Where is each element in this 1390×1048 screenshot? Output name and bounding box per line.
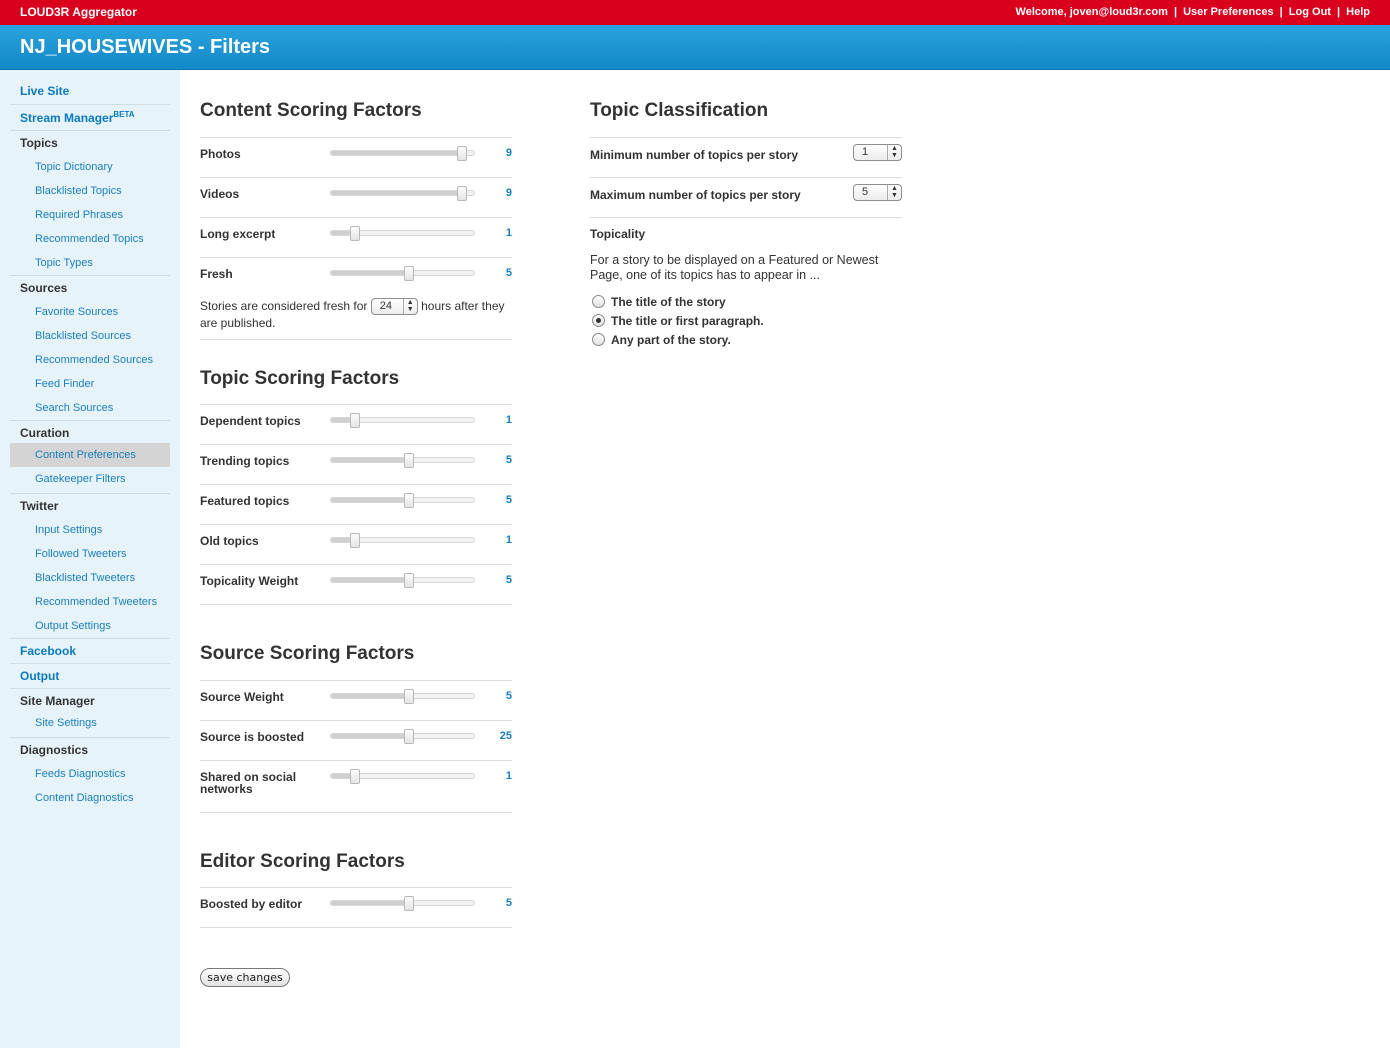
topicality-option-label: Any part of the story. [611,333,731,347]
slider-value: 5 [505,897,512,909]
nav-stream-manager[interactable] [10,110,135,125]
slider-track[interactable] [330,150,475,156]
nav-divider [10,638,170,639]
slider-value: 5 [505,267,512,279]
slider-handle[interactable] [404,493,414,508]
nav-group-sources [10,281,170,420]
nav-facebook[interactable]: Facebook [20,644,77,658]
slider-value: 5 [505,574,512,586]
fresh-hours-select[interactable] [371,298,418,315]
nav-divider [10,737,170,738]
source-scoring-title: Source Scoring Factors [200,643,415,664]
nav-followed-tweeters[interactable]: Followed Tweeters [35,548,127,560]
slider-label: Shared on social networks [200,770,297,796]
slider-handle[interactable] [457,186,467,201]
slider-value: 5 [505,690,512,702]
nav-heading-diagnostics: Diagnostics [20,743,89,757]
nav-topic-dictionary[interactable]: Topic Dictionary [35,161,113,173]
slider-track[interactable] [330,537,475,543]
min-topics-value: 1 [862,146,869,158]
beta-badge: BETA [113,110,135,119]
slider-value: 5 [505,454,512,466]
slider-fill [331,694,409,698]
slider-fill [331,271,409,275]
fresh-prefix: Stories are considered fresh for [200,299,368,313]
app-name: LOUD3R Aggregator [20,5,137,19]
sidebar [0,70,180,1048]
section-divider [200,339,512,340]
slider-fill [331,498,409,502]
slider-handle[interactable] [404,729,414,744]
radio-icon[interactable] [592,314,605,327]
slider-row [200,760,512,812]
content-scoring-title: Content Scoring Factors [200,100,422,121]
slider-fill [331,578,409,582]
separator: | [1279,6,1283,18]
slider-track[interactable] [330,900,475,906]
slider-row [200,217,512,257]
nav-input-settings[interactable]: Input Settings [35,524,103,536]
help-link[interactable]: Help [1346,6,1370,18]
title-bar [0,25,1390,70]
topicality-description: For a story to be displayed on a Featured or Newest Page, one of its topics has to appear in ... [590,253,879,282]
nav-output[interactable]: Output [20,669,60,683]
slider-handle[interactable] [404,266,414,281]
slider-row [200,680,512,720]
slider-label: Topicality Weight [200,574,299,588]
nav-group-site-manager [10,694,170,735]
nav-live-site[interactable]: Live Site [20,84,70,98]
slider-fill [331,191,462,195]
section-divider [590,217,902,218]
nav-blacklisted-sources[interactable]: Blacklisted Sources [35,330,131,342]
nav-favorite-sources[interactable]: Favorite Sources [35,306,119,318]
topic-classification-title: Topic Classification [590,100,769,121]
slider-track[interactable] [330,190,475,196]
slider-value: 9 [505,147,512,159]
nav-group-topics [10,136,170,275]
top-bar [0,0,1390,25]
page-title: NJ_HOUSEWIVES - Filters [20,36,271,58]
nav-topic-types[interactable]: Topic Types [35,257,93,269]
slider-label: Source Weight [200,690,284,704]
nav-group-twitter [10,499,170,638]
slider-fill [331,458,409,462]
slider-label: Source is boosted [200,730,305,744]
min-topics-select[interactable] [853,144,902,161]
slider-row [200,404,512,444]
slider-fill [331,151,462,155]
slider-handle[interactable] [404,573,414,588]
welcome-text: Welcome, joven@loud3r.com [1015,6,1168,18]
slider-value: 1 [505,770,512,782]
slider-handle[interactable] [404,453,414,468]
nav-heading-sources: Sources [20,281,68,295]
slider-value: 1 [505,414,512,426]
slider-handle[interactable] [404,896,414,911]
max-topics-select[interactable] [853,184,902,201]
slider-label: Photos [200,147,241,161]
slider-label: Fresh [200,267,233,281]
slider-handle[interactable] [350,769,360,784]
slider-row [200,524,512,564]
slider-fill [331,901,409,905]
slider-handle[interactable] [457,146,467,161]
slider-label: Long excerpt [200,227,276,241]
slider-handle[interactable] [350,413,360,428]
nav-stream-manager-label: Stream Manager [20,111,114,125]
slider-label: Old topics [200,534,259,548]
up-down-arrows-icon: ▲ ▼ [403,299,417,314]
nav-site-settings[interactable]: Site Settings [35,717,97,729]
nav-blacklisted-topics[interactable]: Blacklisted Topics [35,185,122,197]
topicality-heading: Topicality [590,227,646,241]
max-topics-value: 5 [862,186,869,198]
nav-heading-curation: Curation [20,426,70,440]
slider-track[interactable] [330,497,475,503]
slider-row [200,137,512,177]
topic-scoring-title: Topic Scoring Factors [200,368,400,389]
slider-handle[interactable] [350,226,360,241]
nav-divider [10,420,170,421]
slider-handle[interactable] [404,689,414,704]
max-topics-row [590,177,902,217]
up-down-arrows-icon: ▲ ▼ [887,185,901,200]
slider-row [200,720,512,760]
slider-row [200,484,512,524]
slider-value: 25 [499,730,512,742]
radio-icon[interactable] [592,333,605,346]
slider-track[interactable] [330,270,475,276]
slider-track[interactable] [330,230,475,236]
slider-track[interactable] [330,733,475,739]
radio-icon[interactable] [592,295,605,308]
slider-track[interactable] [330,457,475,463]
save-changes-button[interactable]: save changes [200,968,290,987]
slider-value: 1 [505,534,512,546]
slider-row [200,887,512,927]
slider-row [200,177,512,217]
nav-recommended-tweeters[interactable]: Recommended Tweeters [35,596,158,608]
nav-search-sources[interactable]: Search Sources [35,402,114,414]
slider-track[interactable] [330,693,475,699]
topicality-option-label: The title or first paragraph. [611,314,764,328]
main-content [180,70,1390,1048]
nav-content-diagnostics[interactable]: Content Diagnostics [35,792,134,804]
nav-required-phrases[interactable]: Required Phrases [35,209,124,221]
nav-group-diagnostics [10,743,170,810]
nav-recommended-topics[interactable]: Recommended Topics [35,233,144,245]
slider-value: 9 [505,187,512,199]
up-down-arrows-icon: ▲ ▼ [887,145,901,160]
slider-label: Boosted by editor [200,897,303,911]
slider-label: Videos [200,187,240,201]
slider-value: 5 [505,494,512,506]
section-divider [200,927,512,928]
user-preferences-link[interactable]: User Preferences [1183,6,1274,18]
nav-gatekeeper-filters[interactable]: Gatekeeper Filters [35,473,126,485]
slider-row [200,257,512,297]
slider-row [200,444,512,484]
nav-divider [10,493,170,494]
nav-divider [10,663,170,664]
separator: | [1173,6,1178,18]
nav-output-settings[interactable]: Output Settings [35,620,111,632]
editor-scoring-title: Editor Scoring Factors [200,851,405,872]
slider-value: 1 [505,227,512,239]
slider-handle[interactable] [350,533,360,548]
section-divider [200,604,512,605]
slider-row [200,564,512,604]
nav-blacklisted-tweeters[interactable]: Blacklisted Tweeters [35,572,136,584]
slider-label: Trending topics [200,454,290,468]
top-links [1016,6,1370,18]
min-topics-label: Minimum number of topics per story [590,148,799,162]
nav-group-curation [10,426,170,491]
fresh-suffix: hours after they are published. [200,299,505,331]
nav-divider [10,130,170,131]
slider-label: Featured topics [200,494,290,508]
min-topics-row [590,137,902,177]
nav-divider [10,104,170,105]
nav-heading-site-manager: Site Manager [20,694,95,708]
slider-track[interactable] [330,577,475,583]
log-out-link[interactable]: Log Out [1288,6,1331,18]
fresh-setting [200,298,512,331]
nav-divider [10,275,170,276]
nav-content-preferences[interactable]: Content Preferences [10,443,170,467]
slider-track[interactable] [330,417,475,423]
slider-track[interactable] [330,773,475,779]
slider-fill [331,734,409,738]
nav-feed-finder[interactable]: Feed Finder [35,378,95,390]
separator: | [1337,6,1341,18]
slider-label: Dependent topics [200,414,301,428]
topicality-option-label: The title of the story [611,295,726,309]
max-topics-label: Maximum number of topics per story [590,188,801,202]
nav-feeds-diagnostics[interactable]: Feeds Diagnostics [35,768,126,780]
nav-recommended-sources[interactable]: Recommended Sources [35,354,154,366]
nav-heading-twitter: Twitter [20,499,59,513]
nav-divider [10,688,170,689]
section-divider [200,812,512,813]
fresh-hours-value: 24 [379,300,393,313]
nav-heading-topics: Topics [20,136,58,150]
